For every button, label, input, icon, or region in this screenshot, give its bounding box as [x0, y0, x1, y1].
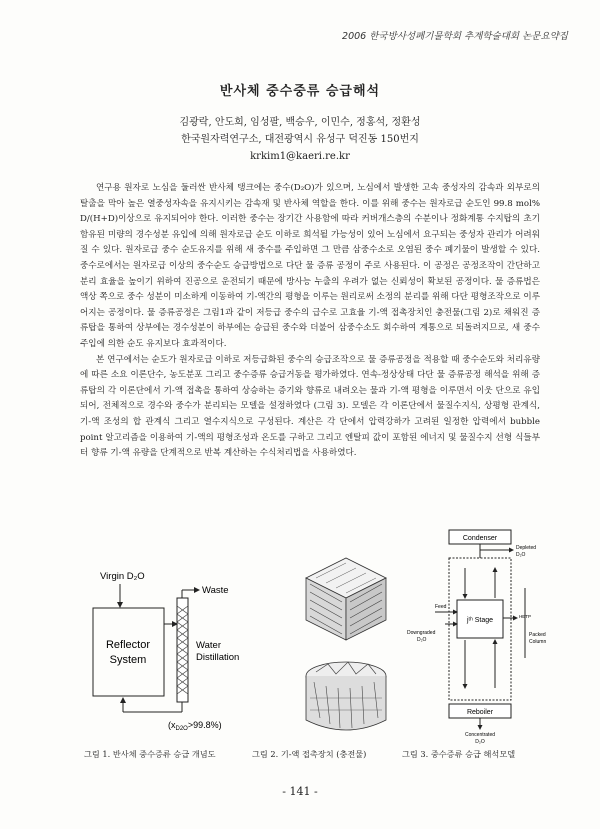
figure-3-caption: 그림 3. 중수증류 승급 해석모델 [402, 749, 516, 759]
reflector-box [93, 608, 164, 696]
paragraph-1: 연구용 원자로 노심을 둘러싼 반사체 탱크에는 중수(D₂O)가 있으며, 노심에서 발생한 고속 중성자의 감속과 외부로의 탈출을 막아 높은 열중성자속을 유지시키는 감속재 및 반사체 역할을 한다. 이를 위해 중수는 원자로급 순도인 99.8 mol% D/(H+D)이상으로 유지되어야 한다. 이러한 중수는 장기간 사용함에 따라 커버개스층의 수분이나 정화계통 수지탑의 초기 함유된 미량의 경수성분 유입에 의해 원자로급 순도 이하로 희석될 가능성이 있어 노심에서 요구되는 중성자 관리가 어려워질 수 있다. 원자로급 중수 순도유지를 위해 새 중수를 주입하면 그 만큼 삼중수소로 오염된 중수 폐기물이 발생할 수 있다. 중수로에서는 원자로급 이상의 중수순도 승급방법으로 다단 물 증류 공정이 주로 사용된다. 이 공정은 공정조작이 간단하고 분리 효율을 높이기 위하여 진공으로 운전되기 때문에 방사능 누출의 우려가 없는 신뢰성이 확보된 공정이다. 물 증류법은 액상 쪽으로 중수 성분이 미소하게 이동하여 기-액간의 평형을 이루는 원리로써 소정의 분리를 위해 다단 평형조작으로 이루어지는 공정이다. 물 증류공정은 그림1과 같이 저등급 중수의 급수로 고효율 기-액 접촉장치인 충전물(그림 2)로 채워진 증류탑을 통하여 상부에는 경수성분이 하부에는 승급된 중수와 더불어 삼중수소도 회수하여 계통으로 되돌려지므로, 새 중수 주입에 의한 순도 유지보다 효과적이다. [80, 183, 540, 349]
figure-3-model-diagram [405, 528, 550, 746]
figure-1-diagram [78, 568, 250, 748]
email: krkim1@kaeri.re.kr [250, 151, 350, 162]
proceedings-header: 2006 한국방사성폐기물학회 추계학술대회 논문요약집 [342, 31, 568, 42]
abstract-body [80, 181, 540, 462]
figure-1-caption: 그림 1. 반사체 중수증류 승급 개념도 [84, 749, 216, 759]
random-packing-bottom [306, 662, 386, 730]
fig3-stage-label: jᵗʰ Stage [466, 617, 494, 624]
fig3-concentrated-sub: D₂O [475, 739, 485, 745]
fig3-depleted-sub: D₂O [516, 552, 526, 558]
page-number: - 141 - [282, 785, 318, 798]
fig3-concentrated-label: Concentrated [464, 732, 496, 738]
figure-2-packing-illustration [296, 548, 396, 744]
fig1-waste-label: Waste [202, 585, 229, 596]
paper-title: 반사체 중수중류 승급해석 [219, 84, 381, 99]
fig3-downgraded-label: Downgraded [407, 630, 436, 636]
fig3-downgraded-sub: D₂O [417, 637, 427, 643]
structured-packing-top [306, 558, 386, 640]
fig1-reflector-label: Reflector [105, 639, 151, 651]
fig3-reboiler-label: Reboiler [466, 709, 494, 716]
fig3-feed-label: Feed [435, 604, 447, 610]
author-list: 김광락, 안도희, 임성팔, 백승우, 이민수, 정홍석, 정환성 [179, 117, 421, 128]
figure-2-caption: 그림 2. 기-액 접촉장치 (충전물) [252, 749, 367, 759]
author-block [0, 114, 600, 165]
fig1-distillation-label: Distillation [196, 652, 240, 663]
fig3-packed-label: Packed [529, 632, 546, 638]
paragraph-2: 본 연구에서는 순도가 원자로급 이하로 저등급화된 중수의 승급조작으로 물 증류공정을 적용할 때 중수순도와 처리유량에 따른 소요 이론단수, 농도분포 그리고 중수증류 승급거동을 평가하였다. 연속-정상상태 다단 물 증류공정 해석을 위해 증류탑의 각 이론단에서 기-액 접촉을 통하여 상승하는 증기와 향류로 내려오는 물과 기-액 평형을 이루면서 이웃 단으로 유입되어, 전체적으로 경수와 중수가 분리되는 모델을 설정하였다 (그림 3). 모델은 각 이론단에서 물질수지식, 상평형 관계식, 기-액 조성의 합 관계식 그리고 열수지식으로 구성된다. 계산은 각 단에서 압력강하가 고려된 일정한 압력에서 bubble point 알고리즘을 이용하여 기-액의 평형조성과 온도를 구하고 그리고 엔탈피 값이 포함된 에너지 및 물질수지 선형 식들부터 향류 기-액 유량을 단계적으로 반복 계산하는 수식처리법을 사용하였다. [80, 354, 540, 459]
fig1-virgin-label: Virgin D₂O [100, 571, 145, 582]
fig1-system-label: System [109, 654, 147, 666]
fig3-depleted-label: Depleted [516, 545, 537, 551]
fig1-water-label: Water [196, 640, 221, 651]
fig3-condenser-label: Condenser [462, 535, 498, 542]
fig3-column-label: Column [529, 639, 547, 645]
fig3-hetp-label: HETP [519, 614, 532, 619]
fig1-purity-label: $(x_{D2O}>99.8\%)$ [168, 720, 222, 732]
affiliation: 한국원자력연구소, 대전광역시 유성구 덕진동 150번지 [181, 134, 419, 145]
